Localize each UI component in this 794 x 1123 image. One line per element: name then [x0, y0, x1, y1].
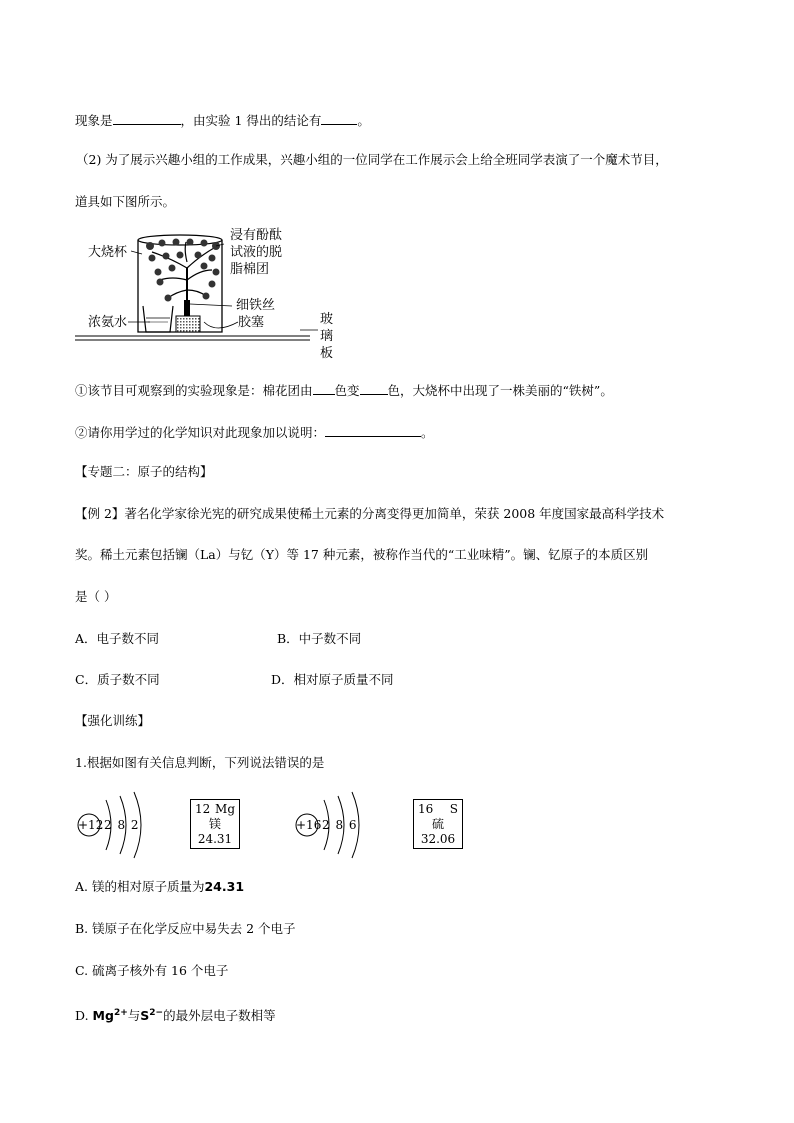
- text: 与: [127, 1008, 141, 1024]
- label-stopper: 胶塞: [238, 315, 265, 330]
- atomic-number: 12: [195, 802, 211, 816]
- text: ②请你用学过的化学知识对此现象加以说明：: [75, 425, 326, 440]
- text: 色变: [334, 383, 360, 398]
- topic2-title: 【专题二：原子的结构】: [75, 464, 213, 479]
- tree-branches: [152, 242, 214, 298]
- training-title: 【强化训练】: [75, 713, 151, 728]
- small-beaker: [143, 306, 173, 332]
- element-symbol: S: [449, 802, 458, 816]
- q1-sub1: [75, 381, 613, 400]
- text: ，由实验 1 得出的结论有: [180, 113, 322, 128]
- label-ammonia: 浓氨水: [88, 315, 128, 330]
- ion-charge: 2−: [149, 1008, 164, 1018]
- ion-charge: 2+: [113, 1008, 128, 1018]
- training-option-a[interactable]: [75, 878, 244, 896]
- leader-line: [190, 304, 232, 306]
- label-wire: 细铁丝: [236, 298, 276, 313]
- example2-line1: 【例 2】著名化学家徐光宪的研究成果使稀土元素的分离变得更加简单，荣获 2008 年度国家最高科学技术: [75, 506, 665, 521]
- s-nucleus-charge: +16: [296, 818, 322, 832]
- training-option-d[interactable]: [75, 1004, 276, 1025]
- label-cotton-1: 浸有酚酞: [230, 228, 283, 243]
- text: 。: [421, 425, 434, 440]
- element-symbol: Mg: [215, 802, 235, 816]
- label-glass-3: 板: [320, 346, 334, 361]
- label-glass-2: 璃: [320, 329, 334, 344]
- value: 24.31: [204, 879, 245, 894]
- label-big-beaker: 大烧杯: [88, 245, 128, 260]
- q1-line2: （2) 为了展示兴趣小组的工作成果，兴趣小组的一位同学在工作展示会上给全班同学表演了一个魔术节目，: [76, 152, 668, 167]
- mg-electron-shells: 2 8 2: [104, 818, 140, 832]
- example2-line3: 是（ ）: [75, 589, 117, 604]
- q1-sub2: [75, 423, 434, 442]
- text: 现象是: [75, 113, 113, 128]
- training-option-b[interactable]: B. 镁原子在化学反应中易失去 2 个电子: [75, 921, 296, 936]
- training-q1: 1.根据如图有关信息判断，下列说法错误的是: [75, 755, 325, 770]
- option-d[interactable]: D．相对原子质量不同: [271, 672, 394, 687]
- training-option-c[interactable]: C. 硫离子核外有 16 个电子: [75, 963, 229, 978]
- leader-line: [131, 251, 142, 254]
- atomic-mass: 24.31: [197, 832, 233, 846]
- answer-blank[interactable]: [313, 381, 335, 395]
- example2-line2: 奖。稀土元素包括镧（La）与钇（Y）等 17 种元素，被称作当代的“工业味精”。镧、钇原子的本质区别: [75, 547, 649, 562]
- text: 的最外层电子数相等: [163, 1008, 276, 1024]
- atomic-mass: 32.06: [420, 832, 456, 846]
- option-a[interactable]: A．电子数不同: [75, 631, 160, 646]
- label-cotton-2: 试液的脱: [230, 245, 283, 260]
- element-name: 硫: [431, 817, 444, 831]
- answer-blank[interactable]: [360, 381, 388, 395]
- text: ①该节目可观察到的实验现象是：棉花团由: [75, 383, 313, 398]
- ion-symbol: Mg: [92, 1008, 114, 1024]
- element-name: 镁: [208, 817, 221, 831]
- mg-element-box: [190, 799, 240, 849]
- text: 。: [357, 113, 370, 128]
- wire-base: [184, 300, 190, 316]
- text: 色，大烧杯中出现了一株美丽的“铁树”。: [387, 383, 613, 398]
- s-electron-shells: 2 8 6: [322, 818, 358, 832]
- label-glass-1: 玻: [320, 312, 334, 327]
- text: A. 镁的相对原子质量为: [75, 879, 205, 894]
- answer-blank[interactable]: [325, 423, 421, 437]
- mg-nucleus-charge: +12: [78, 818, 104, 832]
- atomic-number: 16: [418, 802, 434, 816]
- q1-line3: 道具如下图所示。: [75, 194, 176, 209]
- label-cotton-3: 脂棉团: [230, 262, 270, 277]
- rubber-stopper: [176, 316, 200, 332]
- s-element-box: [413, 799, 463, 849]
- ion-symbol: S: [140, 1008, 150, 1024]
- leader-line: [204, 322, 238, 328]
- option-c[interactable]: C．质子数不同: [75, 672, 160, 687]
- text: D.: [75, 1008, 89, 1024]
- option-b[interactable]: B．中子数不同: [277, 631, 362, 646]
